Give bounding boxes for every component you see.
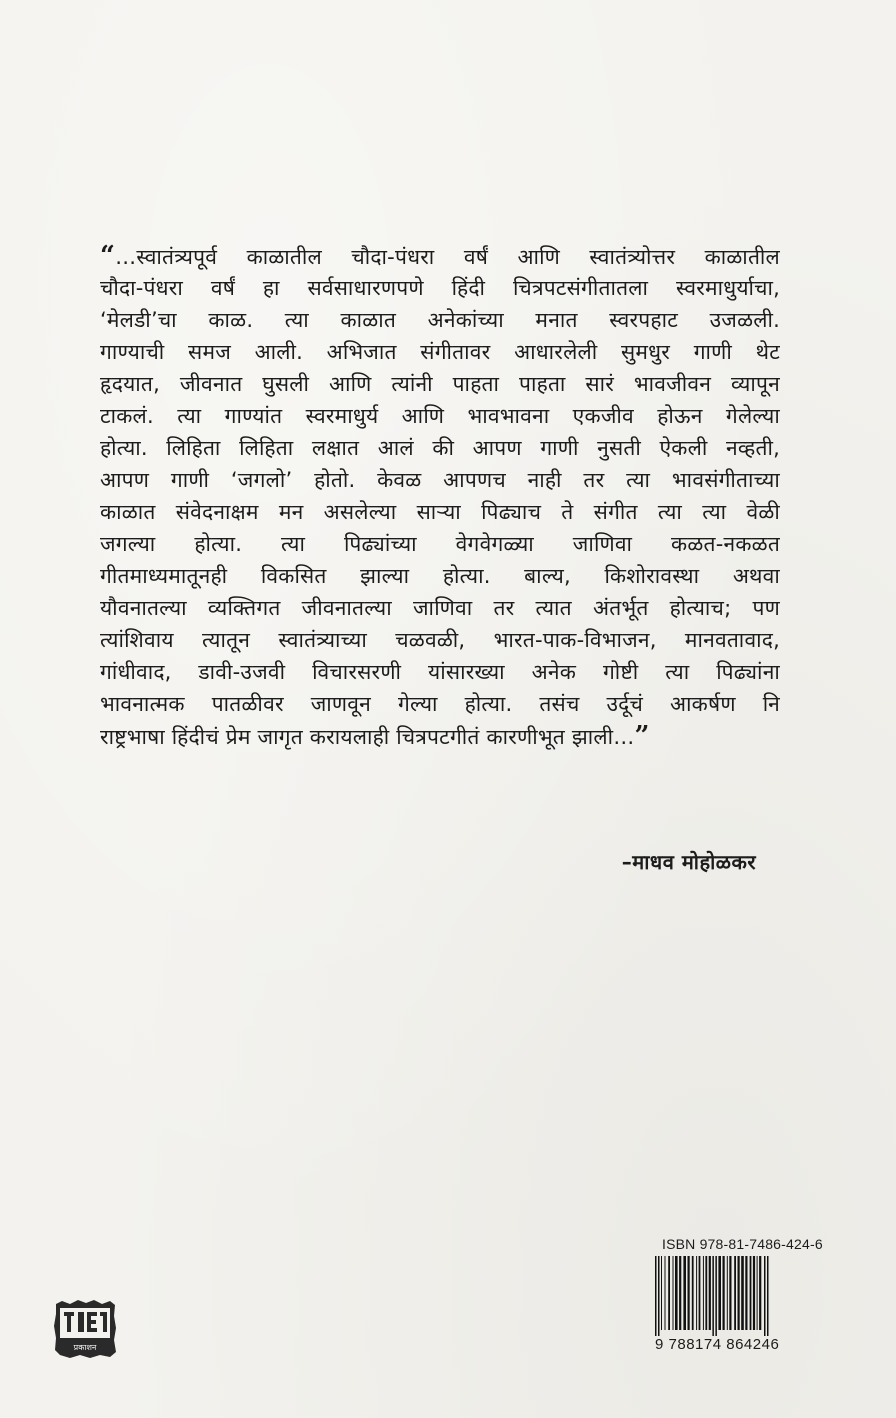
barcode-bar	[688, 1256, 690, 1330]
isbn-label: ISBN 978-81-7486-424-6	[662, 1236, 823, 1252]
barcode-bar	[699, 1256, 701, 1330]
barcode-bar	[764, 1256, 766, 1336]
barcode-bar	[712, 1256, 714, 1336]
barcode-bar	[696, 1256, 697, 1330]
close-quote-mark: ”	[634, 721, 650, 751]
barcode-bar	[750, 1256, 752, 1330]
barcode-bar	[683, 1256, 686, 1330]
blurb-line-text: …स्वातंत्र्यपूर्व काळातील चौदा-पंधरा वर्षं आणि स्वातंत्र्योत्तर काळातील	[115, 245, 780, 269]
blurb-line: आपण गाणी ‘जगलो’ होतो. केवळ आपणच नाही तर त्या भावसंगीताच्या	[100, 468, 780, 492]
barcode-bar	[745, 1256, 747, 1330]
publisher-logo-icon	[52, 1298, 118, 1360]
barcode-bar	[658, 1256, 660, 1336]
barcode-bar	[715, 1256, 717, 1336]
blurb-line-text: राष्ट्रभाषा हिंदीचं प्रेम जागृत करायलाही चित्रपटगीतं कारणीभूत झाली…	[100, 725, 635, 749]
author-attribution: –माधव मोहोळकर	[621, 850, 756, 874]
blurb-line: हृदयात, जीवनात घुसली आणि त्यांनी पाहता पाहता सारं भावजीवन व्यापून	[100, 372, 780, 396]
barcode-bar	[655, 1256, 657, 1336]
barcode-bar	[741, 1256, 744, 1330]
barcode-bar	[757, 1256, 758, 1330]
blurb-line: गीतमाध्यमातूनही विकसित झाल्या होत्या. बाल्य, किशोरावस्था अथवा	[100, 564, 780, 588]
blurb-line: चौदा-पंधरा वर्षं हा सर्वसाधारणपणे हिंदी चित्रपटसंगीतातला स्वरमाधुर्याचा,	[100, 276, 780, 300]
barcode-bar	[753, 1256, 755, 1330]
barcode-bar	[738, 1256, 740, 1330]
blurb-line: होत्या. लिहिता लिहिता लक्षात आलं की आपण गाणी नुसती ऐकली नव्हती,	[100, 436, 780, 460]
barcode-bars	[655, 1256, 769, 1336]
barcode-bar	[675, 1256, 678, 1330]
blurb-line: जगल्या होत्या. त्या पिढ्यांच्या वेगवेगळ्या जाणिवा कळत-नकळत	[100, 532, 780, 556]
barcode-bar	[727, 1256, 728, 1330]
blurb-line: टाकलं. त्या गाण्यांत स्वरमाधुर्य आणि भावभावना एकजीव होऊन गेलेल्या	[100, 404, 780, 428]
barcode	[653, 1256, 813, 1344]
barcode-bar	[661, 1256, 662, 1330]
barcode-bar	[668, 1256, 670, 1330]
barcode-bar	[729, 1256, 731, 1330]
barcode-bar	[759, 1256, 761, 1330]
publisher-logo-text: प्रकाशन	[73, 1343, 97, 1352]
barcode-bar	[679, 1256, 681, 1330]
blurb-line: काळात संवेदनाक्षम मन असलेल्या साऱ्या पिढ्याच ते संगीत त्या त्या वेळी	[100, 500, 780, 524]
blurb-line: ‘मेलडी’चा काळ. त्या काळात अनेकांच्या मनात स्वरपहाट उजळली.	[100, 308, 780, 332]
blurb-line: त्यांशिवाय त्यातून स्वातंत्र्याच्या चळवळी, भारत-पाक-विभाजन, मानवतावाद,	[100, 628, 780, 652]
blurb-line: भावनात्मक पातळीवर जाणवून गेल्या होत्या. तसंच उर्दूचं आकर्षण नि	[100, 692, 780, 716]
barcode-bar	[718, 1256, 721, 1330]
blurb-line	[100, 720, 780, 752]
open-quote-mark: “	[100, 241, 116, 271]
blurb-line	[100, 240, 780, 272]
barcode-bar	[709, 1256, 711, 1330]
barcode-bar	[705, 1256, 707, 1330]
barcode-bar	[767, 1256, 769, 1336]
barcode-bar	[703, 1256, 704, 1330]
barcode-bar	[723, 1256, 725, 1330]
barcode-bar	[665, 1256, 666, 1330]
barcode-digits: 9 788174 864246	[655, 1336, 780, 1353]
blurb-line: यौवनातल्या व्यक्तिगत जीवनातल्या जाणिवा तर त्यात अंतर्भूत होत्याच; पण	[100, 596, 780, 620]
blurb-quote	[100, 240, 780, 752]
barcode-bar	[734, 1256, 736, 1330]
blurb-line: गाण्याची समज आली. अभिजात संगीतावर आधारलेली सुमधुर गाणी थेट	[100, 340, 780, 364]
barcode-bar	[673, 1256, 674, 1330]
blurb-line: गांधीवाद, डावी-उजवी विचारसरणी यांसारख्या अनेक गोष्टी त्या पिढ्यांना	[100, 660, 780, 684]
barcode-bar	[692, 1256, 694, 1330]
